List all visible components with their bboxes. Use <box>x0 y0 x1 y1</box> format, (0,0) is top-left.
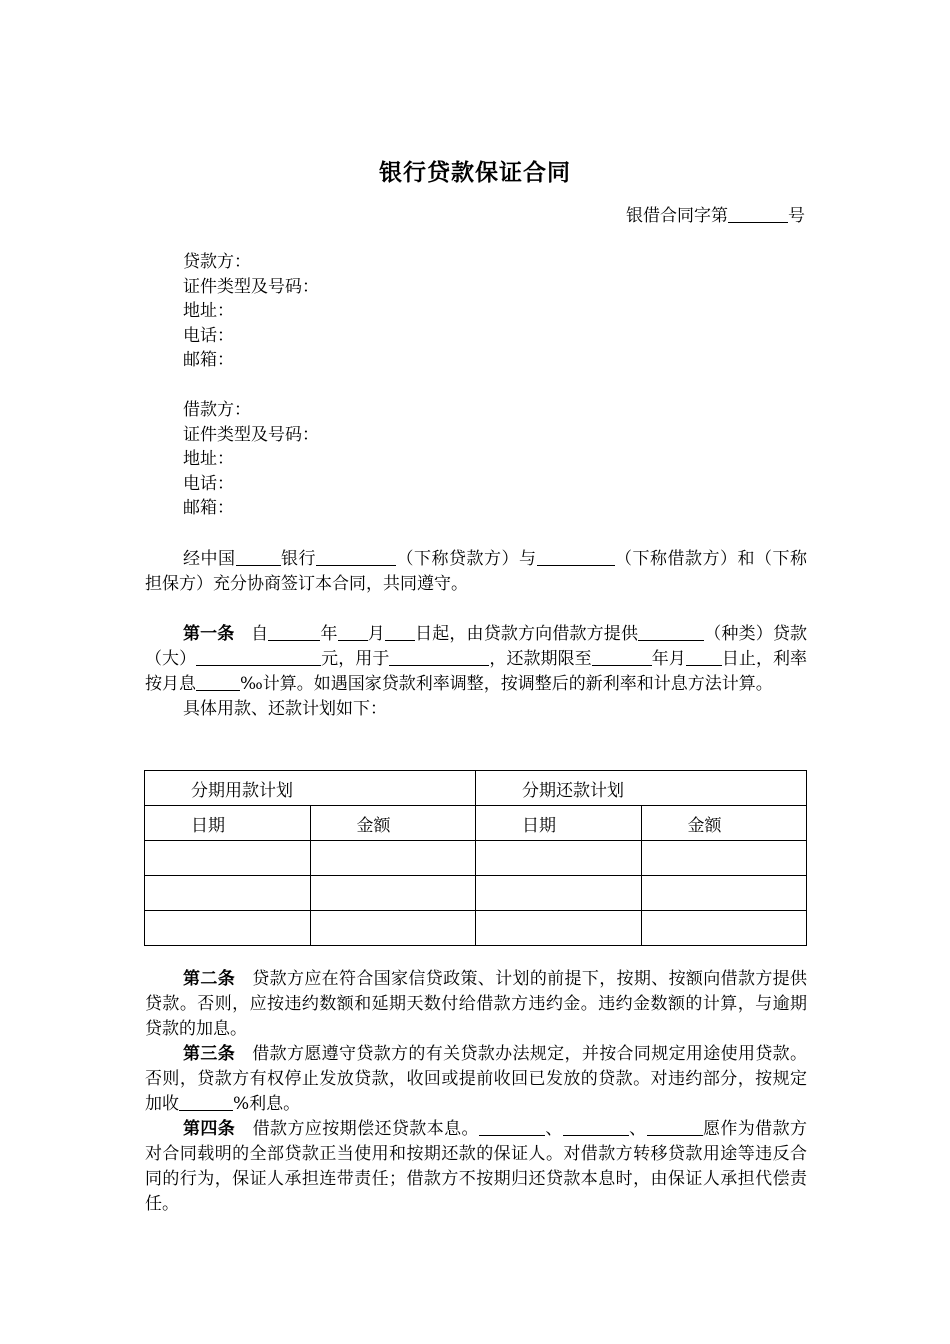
lender-phone-label: 电话： <box>183 325 234 346</box>
repay-day-blank[interactable] <box>686 648 722 666</box>
table-cell[interactable] <box>476 876 642 911</box>
article-4 <box>145 1117 807 1217</box>
lender-blank[interactable] <box>316 548 396 566</box>
article-4-separator-1: 、 <box>544 1119 563 1139</box>
repay-plan-header: 分期还款计划 <box>476 771 807 806</box>
borrower-address-label: 地址： <box>183 449 234 469</box>
article-1-text-10: ‰计算。如遇国家贷款利率调整，按调整后的新利率和计息方法计算。 <box>240 674 773 694</box>
plan-intro: 具体用款、还款计划如下： <box>183 699 387 719</box>
loan-plan-table <box>144 770 807 946</box>
table-row <box>145 876 807 911</box>
article-1-text-4: 日起，由贷款方向借款方提供 <box>414 624 639 644</box>
article-1-text-6: 元，用于 <box>321 649 390 669</box>
borrower-id-label: 证件类型及号码： <box>183 424 319 445</box>
article-1-text-9: 日止，利率按月息 <box>145 649 808 694</box>
start-month-blank[interactable] <box>338 623 368 641</box>
table-cell[interactable] <box>145 841 311 876</box>
contract-number-blank[interactable] <box>728 205 788 223</box>
intro-text-4: （下称借款方）和 <box>614 549 755 569</box>
col-date-use: 日期 <box>145 806 311 841</box>
table-cell[interactable] <box>145 911 311 946</box>
loan-amount-blank[interactable] <box>196 648 321 666</box>
article-3-heading: 第三条 <box>183 1044 236 1064</box>
borrower-email-label: 邮箱： <box>183 498 234 518</box>
lender-name-label: 贷款方： <box>183 252 251 272</box>
article-4-separator-2: 、 <box>628 1119 647 1139</box>
intro-text-2: 银行 <box>280 549 316 569</box>
table-group-header-row <box>145 771 807 806</box>
article-2-text: 贷款方应在符合国家信贷政策、计划的前提下，按期、按额向借款方提供贷款。否则，应按违约数额和延期天数付给借款方违约金。违约金数额的计算，与逾期贷款的加息。 <box>145 969 808 1039</box>
repay-year-blank[interactable] <box>592 648 652 666</box>
borrower-blank[interactable] <box>537 548 615 566</box>
article-3 <box>145 1042 807 1117</box>
table-row <box>145 911 807 946</box>
article-1 <box>145 622 807 722</box>
article-4-text-2: 愿作为借款方对合同载明的全部贷款正当使用和按期还款的保证人。对借款方转移贷款用途等违反合同的行为，保证人承担连带责任；借款方不按期归还贷款本息时，由保证人承担代偿责任。 <box>145 1119 807 1214</box>
bank-name-blank[interactable] <box>236 548 281 566</box>
article-1-text-1: 自 <box>251 624 269 644</box>
contract-number-prefix: 银借合同字第 <box>626 206 728 226</box>
start-year-blank[interactable] <box>268 623 320 641</box>
guarantor-3-blank[interactable] <box>647 1118 703 1136</box>
article-1-text-7: ，还款期限至 <box>489 649 592 669</box>
borrower-name-label: 借款方： <box>183 400 251 420</box>
col-amount-repay: 金额 <box>641 806 807 841</box>
lender-info <box>183 250 319 373</box>
article-3-text-2: %利息。 <box>233 1094 301 1114</box>
table-cell[interactable] <box>310 841 476 876</box>
table-cell[interactable] <box>310 876 476 911</box>
borrower-info <box>183 398 319 521</box>
article-1-text-3: 月 <box>367 624 385 644</box>
loan-purpose-blank[interactable] <box>389 648 489 666</box>
table-cell[interactable] <box>476 911 642 946</box>
articles-2-4 <box>145 967 807 1217</box>
lender-address-label: 地址： <box>183 301 234 321</box>
article-2-heading: 第二条 <box>183 969 236 989</box>
guarantor-2-blank[interactable] <box>563 1118 629 1136</box>
article-4-heading: 第四条 <box>183 1119 236 1139</box>
table-column-header-row <box>145 806 807 841</box>
penalty-rate-blank[interactable] <box>179 1093 233 1111</box>
monthly-rate-blank[interactable] <box>196 673 240 691</box>
use-plan-header: 分期用款计划 <box>145 771 476 806</box>
article-1-text-5: （种类）贷款（大） <box>145 624 808 669</box>
contract-number-suffix: 号 <box>788 206 805 226</box>
table-cell[interactable] <box>310 911 476 946</box>
col-date-repay: 日期 <box>476 806 642 841</box>
contract-number <box>626 201 805 226</box>
lender-id-label: 证件类型及号码： <box>183 276 319 297</box>
intro-text-5: （下称担保方）充分协商签订本合同，共同遵守。 <box>145 549 807 594</box>
article-1-heading: 第一条 <box>183 624 235 644</box>
article-3-text-1: 借款方愿遵守贷款方的有关贷款办法规定，并按合同规定用途使用贷款。否则，贷款方有权停止发放贷款，收回或提前收回已发放的贷款。对违约部分，按规定加收 <box>145 1044 808 1114</box>
page-title: 银行贷款保证合同 <box>379 160 571 186</box>
borrower-phone-label: 电话： <box>183 473 234 494</box>
table-cell[interactable] <box>641 911 807 946</box>
intro-paragraph <box>145 547 807 597</box>
table-cell[interactable] <box>641 876 807 911</box>
table-row <box>145 841 807 876</box>
table-cell[interactable] <box>145 876 311 911</box>
intro-text-1: 经中国 <box>183 549 236 569</box>
guarantor-1-blank[interactable] <box>479 1118 545 1136</box>
col-amount-use: 金额 <box>310 806 476 841</box>
intro-text-3: （下称贷款方）与 <box>396 549 537 569</box>
article-1-text-2: 年 <box>320 624 338 644</box>
table-cell[interactable] <box>476 841 642 876</box>
article-1-text-8: 年月 <box>651 649 686 669</box>
table-cell[interactable] <box>641 841 807 876</box>
article-4-text-1: 借款方应按期偿还贷款本息。 <box>252 1119 479 1139</box>
lender-email-label: 邮箱： <box>183 350 234 370</box>
start-day-blank[interactable] <box>385 623 415 641</box>
article-2 <box>145 967 807 1042</box>
loan-type-blank[interactable] <box>638 623 704 641</box>
